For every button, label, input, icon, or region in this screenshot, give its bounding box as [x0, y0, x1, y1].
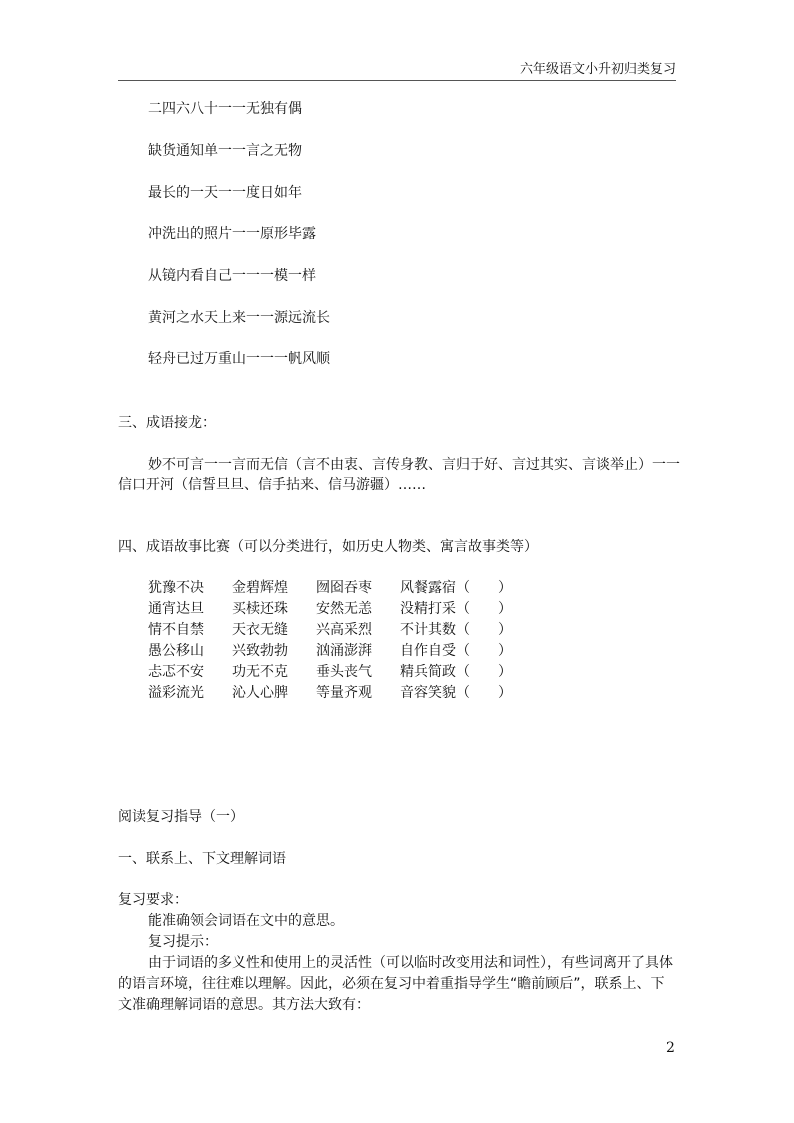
xiehouyu-line: 黄河之水天上来一一源远流长 [148, 310, 330, 326]
idiom-cell: 兴高采烈 [316, 622, 372, 638]
idiom-cell: 没精打采（ ） [400, 601, 512, 617]
xiehouyu-line: 最长的一天一一度日如年 [148, 185, 302, 201]
tip-paragraph-line: 文准确理解词语的意思。其方法大致有： [118, 997, 370, 1013]
idiom-cell: 等量齐观 [316, 685, 372, 701]
reading-guide-subtitle: 一、联系上、下文理解词语 [118, 851, 286, 867]
idiom-cell: 垂头丧气 [316, 664, 372, 680]
idiom-cell: 囫囵吞枣 [316, 580, 372, 596]
xiehouyu-line: 从镜内看自己一一一模一样 [148, 268, 316, 284]
tip-paragraph-line: 的语言环境，往往难以理解。因此，必须在复习中着重指导学生“瞻前顾后”，联系上、下 [118, 976, 665, 992]
idiom-chain-line: 妙不可言一一言而无信（言不由衷、言传身教、言归于好、言过其实、言谈举止）一一 [148, 457, 680, 473]
idiom-cell: 风餐露宿（ ） [400, 580, 512, 596]
idiom-cell: 情不自禁 [148, 622, 204, 638]
requirement-label: 复习要求： [118, 892, 188, 908]
idiom-cell: 愚公移山 [148, 643, 204, 659]
xiehouyu-line: 冲洗出的照片一一原形毕露 [148, 226, 316, 242]
idiom-cell: 兴致勃勃 [232, 643, 288, 659]
idiom-cell: 沁人心脾 [232, 685, 288, 701]
idiom-cell: 精兵简政（ ） [400, 664, 512, 680]
idiom-cell: 功无不克 [232, 664, 288, 680]
section-heading: 三、成语接龙： [118, 415, 216, 431]
idiom-chain-line: 信口开河（信誓旦旦、信手拈来、信马游疆）…… [118, 477, 426, 493]
xiehouyu-line: 二四六八十一一无独有偶 [148, 101, 302, 117]
idiom-cell: 溢彩流光 [148, 685, 204, 701]
xiehouyu-line: 轻舟已过万重山一一一帆风顺 [148, 351, 330, 367]
tip-label: 复习提示： [148, 934, 218, 950]
requirement-text: 能准确领会词语在文中的意思。 [148, 913, 344, 929]
idiom-cell: 音容笑貌（ ） [400, 685, 512, 701]
section-heading: 四、成语故事比赛（可以分类进行，如历史人物类、寓言故事类等） [118, 539, 538, 555]
idiom-cell: 不计其数（ ） [400, 622, 512, 638]
idiom-cell: 安然无恙 [316, 601, 372, 617]
page-header-title: 六年级语文小升初归类复习 [519, 62, 676, 77]
idiom-cell: 汹涌澎湃 [316, 643, 372, 659]
idiom-cell: 金碧辉煌 [232, 580, 288, 596]
idiom-cell: 犹豫不决 [148, 580, 204, 596]
header-divider [118, 80, 676, 81]
tip-paragraph-line: 由于词语的多义性和使用上的灵活性（可以临时改变用法和词性），有些词离开了具体 [148, 955, 673, 971]
idiom-cell: 通宵达旦 [148, 601, 204, 617]
reading-guide-title: 阅读复习指导（一） [118, 809, 244, 825]
idiom-cell: 天衣无缝 [232, 622, 288, 638]
page-number: 2 [666, 1040, 675, 1056]
idiom-cell: 自作自受（ ） [400, 643, 512, 659]
idiom-cell: 忐忑不安 [148, 664, 204, 680]
idiom-cell: 买椟还珠 [232, 601, 288, 617]
xiehouyu-line: 缺货通知单一一言之无物 [148, 143, 302, 159]
